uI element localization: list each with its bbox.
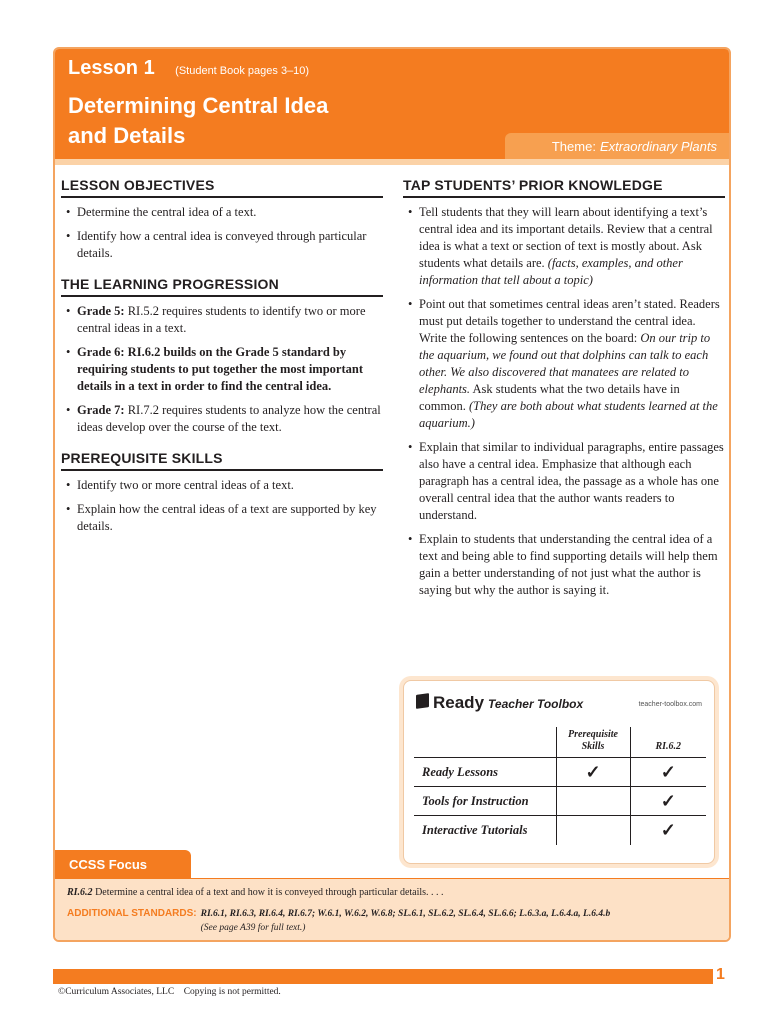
- objectives-list: [61, 204, 383, 262]
- addl-label: ADDITIONAL STANDARDS:: [67, 908, 197, 919]
- std-code: RI.6.2: [67, 887, 93, 898]
- toolbox-brand: Ready: [433, 693, 485, 712]
- lesson-title-line2: and Details: [68, 123, 186, 148]
- grade-lead: Grade 7:: [77, 403, 125, 417]
- addl-note: (See page A39 for full text.): [200, 923, 306, 933]
- item-italic: On our trip to the aquarium, we found out that dolphins can talk to each other. We also discovered that manatees are related to elephants.: [419, 331, 711, 396]
- lesson-label: Lesson 1: [68, 57, 155, 79]
- grade-lead: Grade 5:: [77, 304, 125, 318]
- item-italic: (facts, examples, and other information that tell about a topic): [419, 256, 683, 287]
- item-text: Ask students what the two details have in common.: [419, 382, 680, 413]
- lesson-title: [68, 91, 428, 151]
- col-prereq-line1: Prerequisite: [568, 729, 618, 740]
- table-row: [414, 787, 706, 816]
- book-icon: [416, 693, 429, 709]
- list-item: [61, 344, 383, 395]
- teacher-toolbox-panel: [403, 680, 715, 864]
- ccss-standard: [67, 886, 717, 900]
- table-header-blank: [414, 727, 556, 758]
- prior-knowledge-heading: TAP STUDENTS’ PRIOR KNOWLEDGE: [403, 177, 725, 198]
- toolbox-logo: [416, 693, 583, 713]
- list-item: • Identify two or more central ideas of a text.: [61, 477, 383, 494]
- empty-cell: [556, 816, 630, 845]
- col-prereq-header: [556, 727, 630, 758]
- list-item: [61, 303, 383, 337]
- table-row: [414, 758, 706, 787]
- ccss-focus-box: [55, 878, 729, 940]
- item-italic: (They are both about what students learned at the aquarium.): [419, 399, 718, 430]
- grade-text: RI.5.2 requires students to identify two or more central ideas in a text.: [77, 304, 366, 335]
- theme-name: Extraordinary Plants: [599, 138, 717, 154]
- objectives-heading: LESSON OBJECTIVES: [61, 177, 383, 198]
- prereq-heading: PREREQUISITE SKILLS: [61, 450, 383, 471]
- check-icon: ✓: [630, 787, 706, 816]
- check-icon: ✓: [556, 758, 630, 787]
- pages-note: (Student Book pages 3–10): [175, 65, 310, 77]
- prereq-list: [61, 477, 383, 535]
- row-label: Tools for Instruction: [414, 787, 556, 816]
- list-item: [403, 204, 725, 289]
- list-item: • Explain how the central ideas of a text are supported by key details.: [61, 501, 383, 535]
- lesson-line: [68, 57, 309, 80]
- list-item: [403, 296, 725, 432]
- col-std-header: RI.6.2: [655, 741, 682, 752]
- grade-lead: Grade 6: RI.6.2 builds on the Grade 5 standard by requiring students to put together the most important details in a text in order to find the central idea.: [77, 345, 363, 393]
- page-number: 1: [716, 966, 725, 983]
- toolbox-sub: Teacher Toolbox: [488, 697, 584, 711]
- toolbox-url: teacher-toolbox.com: [638, 701, 702, 708]
- lesson-header: [55, 49, 729, 159]
- addl-list: RI.6.1, RI.6.3, RI.6.4, RI.6.7; W.6.1, W.6.2, W.6.8; SL.6.1, SL.6.2, SL.6.4, SL.6.6; L.6.3.a, L.6.4.a, L.6.4.b: [200, 909, 611, 919]
- list-item: [61, 402, 383, 436]
- col-prereq-line2: Skills: [581, 741, 605, 752]
- lesson-content: [55, 159, 729, 849]
- ccss-focus-tab: CCSS Focus: [55, 850, 191, 878]
- list-item: • Identify how a central idea is conveyed through particular details.: [61, 228, 383, 262]
- toolbox-table: [414, 727, 706, 845]
- list-item: • Explain to students that understanding the central idea of a text and being able to find supporting details will help them gain a better understanding of not just what the author is saying but why the author is saying it.: [403, 531, 725, 599]
- theme-prefix: Theme:: [551, 138, 596, 154]
- grade-text: RI.7.2 requires students to analyze how the central ideas develop over the course of the text.: [77, 403, 381, 434]
- prior-knowledge-list: [403, 204, 725, 599]
- list-item: • Explain that similar to individual paragraphs, entire passages also have a central idea. Emphasize that although each paragraph has a central idea, the passage as a whole has one overall central idea that the author wants readers to understand.: [403, 439, 725, 524]
- lesson-title-line1: Determining Central Idea: [68, 93, 329, 118]
- row-label: Ready Lessons: [414, 758, 556, 787]
- check-icon: ✓: [630, 816, 706, 845]
- item-text: Tell students that they will learn about identifying a text’s central idea and its important details. Review that a central idea is what a text or section of text is mostly about. Ask students what details are.: [419, 205, 713, 270]
- table-row: [414, 816, 706, 845]
- std-text: Determine a central idea of a text and how it is conveyed through particular details. . . .: [92, 887, 444, 898]
- progression-heading: THE LEARNING PROGRESSION: [61, 276, 383, 297]
- item-text: Point out that sometimes central ideas aren’t stated. Readers must put details together to understand the central idea. Write the following sentences on the board:: [419, 297, 720, 345]
- theme-box: [505, 133, 729, 159]
- lesson-page: [53, 47, 731, 942]
- copyright-notice: ©Curriculum Associates, LLC Copying is not permitted.: [58, 987, 281, 997]
- empty-cell: [556, 787, 630, 816]
- footer-bar: [53, 969, 713, 984]
- left-column: [61, 177, 383, 549]
- table-header-row: [414, 727, 706, 758]
- row-label: Interactive Tutorials: [414, 816, 556, 845]
- progression-list: [61, 303, 383, 436]
- list-item: • Determine the central idea of a text.: [61, 204, 383, 221]
- additional-standards: [67, 907, 717, 935]
- right-column: [403, 177, 725, 613]
- check-icon: ✓: [630, 758, 706, 787]
